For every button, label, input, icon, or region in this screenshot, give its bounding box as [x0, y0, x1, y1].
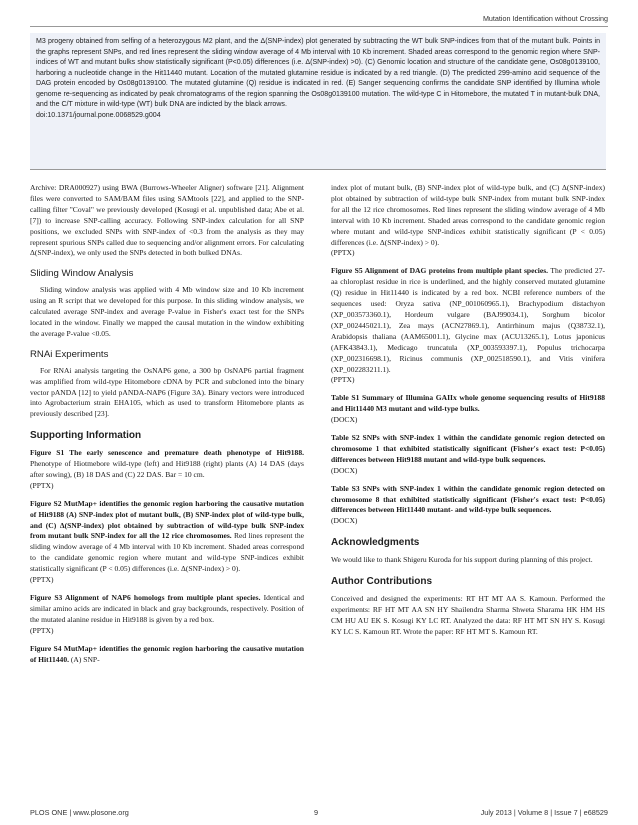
rnai-heading: RNAi Experiments [30, 348, 109, 360]
left-column [30, 183, 304, 665]
file-type-label: (DOCX) [331, 415, 358, 425]
table-s2-entry: Table S2 SNPs with SNP-index 1 within the candidate genomic region detected on chromosome 1 that exhibited statistically significant (Fisher's exact test: P<0.05) differences between Hit9188 mutant and wild-type bulk sequences. (DOCX) [331, 433, 605, 475]
figure-caption-box [30, 33, 606, 170]
running-title: Mutation Identification without Crossing [482, 14, 608, 23]
right-column [331, 183, 605, 638]
file-type-label: (PPTX) [30, 575, 54, 585]
table-s3-entry: Table S3 SNPs with SNP-index 1 within the candidate genomic region detected on chromosome 8 that exhibited statistically significant (Fisher's exact test: P<0.05) differences between Hit11440 mutant- and wild-type bulk sequences. (DOCX) [331, 483, 605, 526]
acknowledgments-text: We would like to thank Shigeru Kuroda for his support during planning of this project. [331, 555, 593, 565]
sliding-window-heading: Sliding Window Analysis [30, 268, 134, 280]
file-type-label: (PPTX) [331, 248, 355, 258]
methods-paragraph: Archive: DRA000927) using BWA (Burrows-Wheeler Aligner) software [21]. Alignment files were converted to SAM/BAM files using SAMtools [22], and applied to the SNP-calling filter "Coval" we previously developed (Kosugi et al. unpublished data; Abe et al. [7]) to increase SNP-calling accuracy. Following SNP-index calculation for all SNP positions, we excluded SNPs with SNP-index of <0.3 from the analysis as they may represent spurious SNPs called due to sequencing and/or alignment errors. For calculating Δ(SNP-index), we only used the SNPs detected in both bulked DNAs. [30, 183, 304, 258]
footer-journal-link[interactable]: PLOS ONE | www.plosone.org [30, 808, 129, 817]
file-type-label: (DOCX) [331, 465, 358, 475]
author-contributions-text: Conceived and designed the experiments: RT HT MT AA S. Kamoun. Performed the experiments: RF HT MT AA SN HY Shailendra Sharma Shweta Sharama HK HM HS CM HU AU EK S. Kosugi KY LC RT. Analyzed the data: RF HT MT SN HY S. Kosugi KY LC S. Kamoun RT. Wrote the paper: RF HT MT S. Kamoun RT. [331, 594, 605, 636]
figure-s2-entry: Figure S2 MutMap+ identifies the genomic region harboring the causative mutation of Hit9188 (A) SNP-index plot of mutant bulk, (B) SNP-index plot of wild-type bulk, and (C) Δ(SNP-index) plot obtained by subtraction of wild-type bulk SNP-index from mutant bulk SNP-index for all the 12 rice chromosomes. Red lines represent the sliding window average of 4 Mb interval with 10 Kb increment. Shaded areas correspond to the candidate genomic region where mutant and wild-type SNP-indices exhibit statistically significant (P < 0.05) differences (i.e. Δ(SNP-index) > 0). (PPTX) [30, 498, 305, 585]
header-rule [30, 26, 608, 27]
figure-caption: M3 progeny obtained from selfing of a heterozygous M2 plant, and the Δ(SNP-index) plot generated by subtracting the WT bulk SNP-indices from that of the mutant bulk. Points in the graphs represent SNPs, and red lines represent the sliding window average of 4 Mb interval with 10 Kb increment. Shaded areas correspond to the genomic region where SNP-indices of WT and mutant bulks show statistically significant (P<0.05) differences (i.e. Δ(SNP-index) >0). (C) Genomic location and structure of the candidate gene, Os08g0139100, harboring a nucleotide change in the Hit11440 mutant. Location of the mutated glutamine residue is indicated by a red triangle. (D) The predicted 299-amino acid sequence of the DAG protein encoded by Os08g0139100. The mutated glutamine (Q) residue is indicated in red. (E) Sanger sequencing confirms the candidate SNP identified by Illumina whole genome re-sequencing as indicated by peak chromatograms of the region spanning the Os08g0139100 mutation. The wild-type C in Hitomebore, the mutated T in mutant-bulk DNA, and the C/T mixture in wild-type (WT) bulk DNA are indicted by the black arrows. doi:10.1371/journal.pone.0068529.g004 [36, 38, 600, 119]
figure-s1-entry: Figure S1 The early senescence and premature death phenotype of Hit9188. Phenotype of Hiotmebore wild-type (left) and Hit9188 (right) plants (A) 14 DAS (days after sowing), (B) 18 DAS and (C) 22 DAS. Bar = 10 cm. (PPTX) [30, 448, 304, 490]
figure-s4-continued: index plot of mutant bulk, (B) SNP-index plot of wild-type bulk, and (C) Δ(SNP-index) plot obtained by subtraction of wild-type bulk SNP-index from mutant bulk SNP-index for all the 12 rice chromosomes. Red lines represent the sliding window average of 4 Mb interval with 10 Kb increment. Shaded areas correspond to the candidate genomic region where mutant and wild-type SNP-indices exhibit statistically significant (P < 0.05) differences (i.e. Δ(SNP-index) > 0). (PPTX) [331, 183, 605, 258]
page-number: 9 [314, 808, 319, 817]
author-contributions-heading: Author Contributions [331, 576, 433, 588]
figure-s4-entry: Figure S4 MutMap+ identifies the genomic region harboring the causative mutation of Hit11440. (A) SNP- [30, 643, 304, 664]
supporting-info-heading: Supporting Information [30, 430, 142, 442]
file-type-label: (DOCX) [331, 516, 358, 526]
figure-doi: doi:10.1371/journal.pone.0068529.g004 [36, 111, 161, 119]
file-type-label: (PPTX) [331, 375, 355, 385]
file-type-label: (PPTX) [30, 480, 54, 490]
footer-issue-info: July 2013 | Volume 8 | Issue 7 | e68529 [480, 808, 608, 817]
figure-s5-entry: Figure S5 Alignment of DAG proteins from multiple plant species. The predicted 27-aa chloroplast residue in rice is underlined, and the highly conserved mutated glutamine (Q) residue in Hit11440 is indicated by a red box. NCBI reference numbers of the sequences used: Oryza sativa (NP_001060965.1), Brachypodium distachyon (XP_003573360.1), Hordeum vulgare (BAJ99034.1), Sorghum bicolor (XP_002445021.1), Zea mays (ACN27869.1), Antirrhinum majus (Q38732.1), Arabidopsis thaliana (AAM65001.1), Glycine max (ACU13265.1), Lotus japonicus (AFK43843.1), Medicago truncatula (XP_003593397.1), Populus trichocarpa (XP_002316698.1), Ricinus communis (XP_002518590.1), and Vitis vinifera (XP_002283211.1). (PPTX) [331, 266, 605, 385]
acknowledgments-heading: Acknowledgments [331, 537, 420, 549]
sliding-window-paragraph: Sliding window analysis was applied with 4 Mb window size and 10 Kb increment using an R script that we developed for this purpose. In this sliding window analysis, we calculated average SNP-index and average P-value in Fisher's exact test for the SNPs located in the window. Finally we mapped the causal mutation in the window exhibiting the average P-value <0.05. [30, 285, 304, 338]
rnai-paragraph: For RNAi analysis targeting the OsNAP6 gene, a 300 bp OsNAP6 partial fragment was amplified from wild-type Hitomebore cDNA by PCR and subcloned into the binary vector pANDA [12] to yield pANDA-NAP6 (Figure 3A). Binary vectors were introduced into Agrobacterium strain EHA105, which as used to transform Hitomebore plants as previously described [23]. [30, 365, 304, 419]
file-type-label: (PPTX) [30, 625, 54, 635]
table-s1-entry: Table S1 Summary of Illumina GAIIx whole genome sequencing results of Hit9188 and Hit11440 M3 mutant and wild-type bulks. (DOCX) [331, 393, 605, 425]
figure-s3-entry: Figure S3 Alignment of NAP6 homologs from multiple plant species. Identical and similar amino acids are indicated in black and gray backgrounds, respectively. Position of the mutated alanine residue in Hit9188 is given by a red box. (PPTX) [30, 593, 305, 635]
